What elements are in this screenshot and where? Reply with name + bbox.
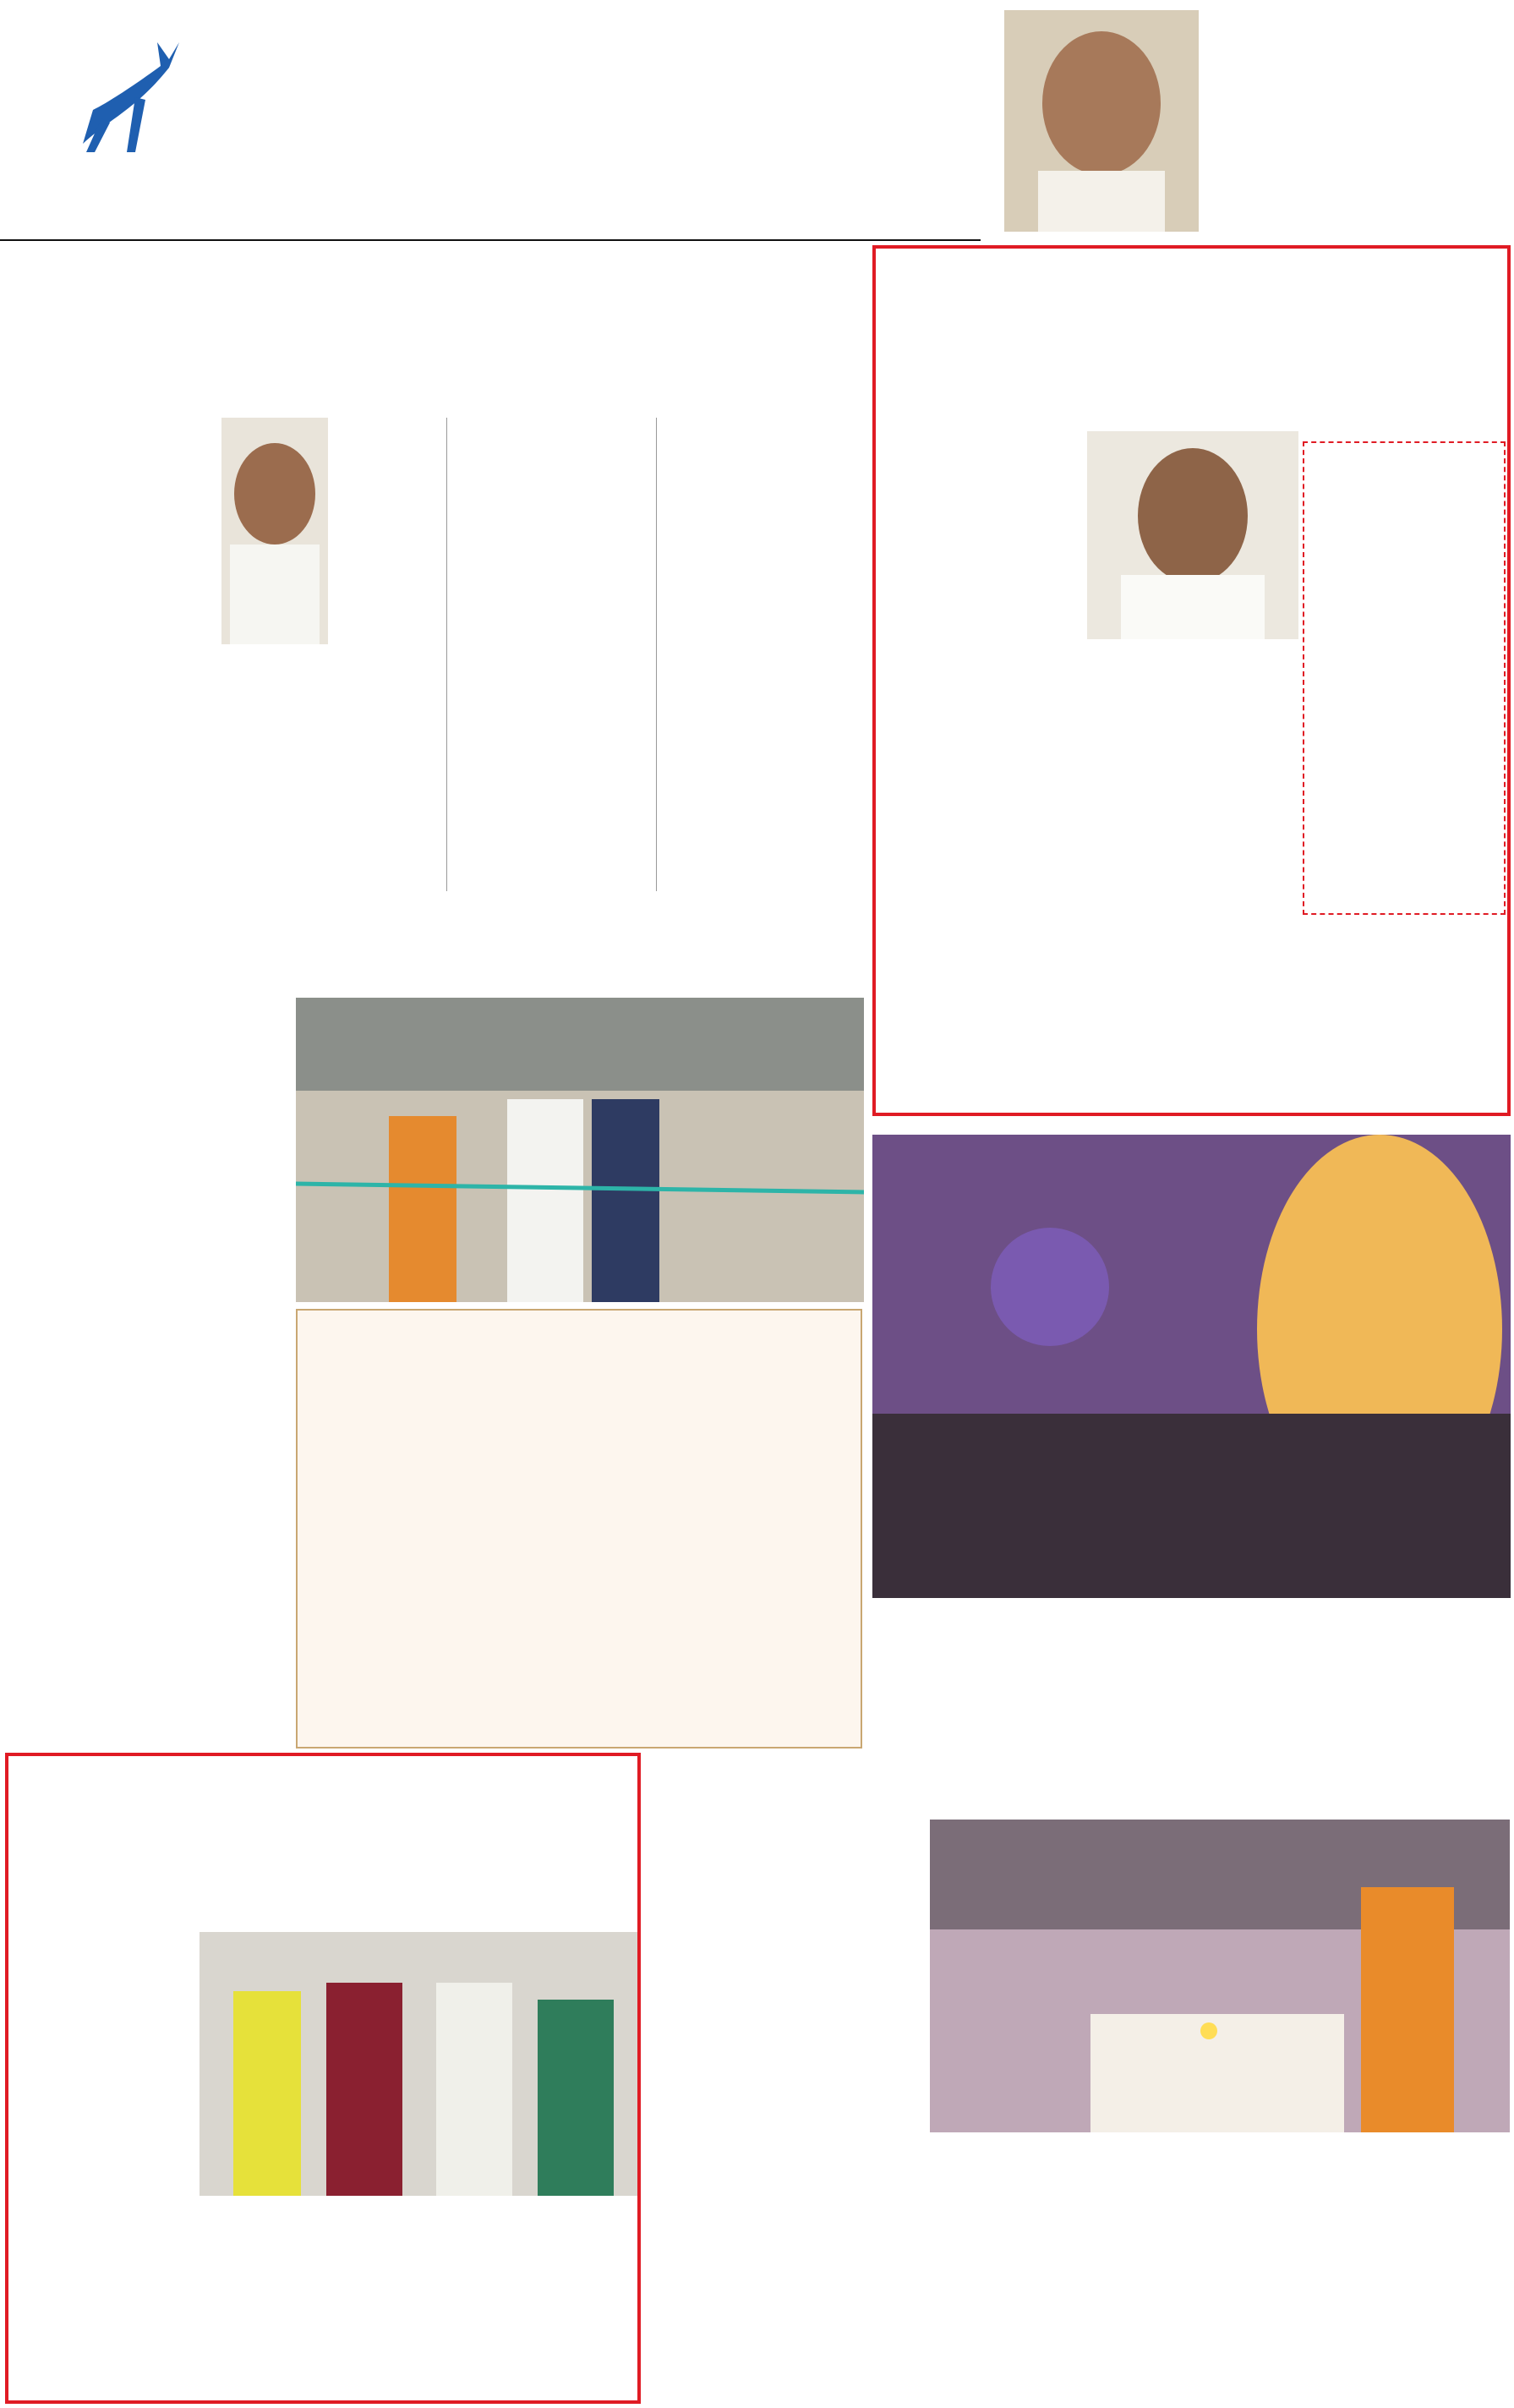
column-divider <box>446 418 447 891</box>
sidebar-title <box>1309 446 1502 477</box>
headline-cooperation-dept <box>0 245 854 414</box>
antelope-logo-icon <box>76 17 186 161</box>
forest-survey-box <box>5 1753 641 2404</box>
sericulture-lamp-lighting-photo <box>930 1820 1510 2132</box>
cmyk-registration-marks-icon <box>1234 2389 1336 2405</box>
september-revolution-box <box>1303 441 1506 915</box>
ganesha-festival-photo <box>872 1135 1511 1598</box>
roopakala-article-box <box>296 1309 862 1749</box>
subheadline-somanna <box>884 357 1506 433</box>
siddaramaiah-portrait <box>221 418 328 644</box>
headline-sericulture <box>651 1753 1510 1820</box>
survey-handover-photo <box>199 1932 637 2196</box>
headline-forest-survey <box>14 1763 636 1924</box>
masthead-divider <box>0 239 981 241</box>
phone-number <box>845 8 981 27</box>
headline-lowercase-govt-office <box>0 892 862 926</box>
headline-roopakala <box>306 1316 855 1409</box>
jagadish-shettar-portrait <box>1004 10 1199 232</box>
column-divider <box>656 418 657 891</box>
masthead-title <box>279 25 981 194</box>
v-somanna-portrait <box>1087 431 1298 639</box>
continuation-marker <box>771 1725 855 1742</box>
headline-brake-inspector <box>0 928 862 996</box>
masthead-quote <box>1200 10 1505 232</box>
somanna-retirement-box <box>872 245 1511 1116</box>
inauguration-ribbon-photo <box>296 998 864 1302</box>
headline-no-retirement <box>884 255 1506 357</box>
